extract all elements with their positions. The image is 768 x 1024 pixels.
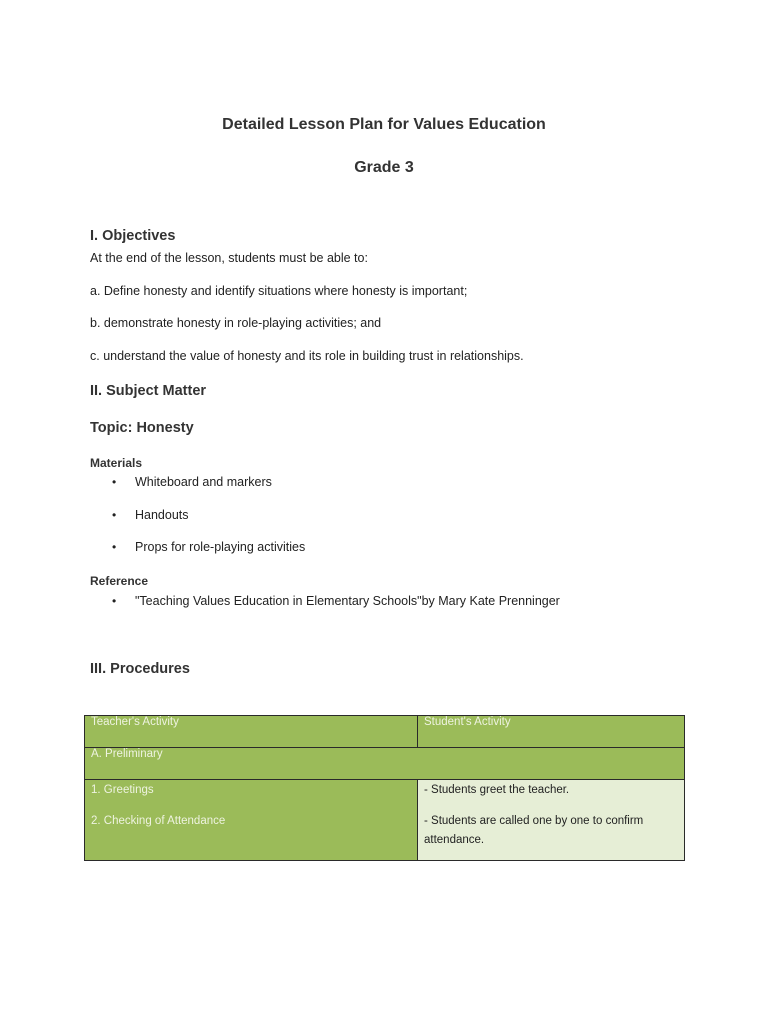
section-label: A. Preliminary — [85, 748, 685, 780]
subject-matter-heading: II. Subject Matter — [90, 383, 207, 399]
bullet-icon: • — [112, 540, 117, 554]
material-text: Handouts — [135, 508, 189, 522]
table-row — [85, 780, 685, 861]
table-section-row — [85, 748, 685, 780]
teacher-item: 2. Checking of Attendance — [91, 815, 226, 827]
document-title: Detailed Lesson Plan for Values Education — [222, 116, 546, 133]
objective-item: c. understand the value of honesty and its role in building trust in relationships. — [90, 349, 524, 363]
student-activity-cell — [418, 780, 685, 861]
student-item: - Students greet the teacher. — [424, 784, 570, 796]
grade-label: Grade 3 — [354, 159, 414, 176]
topic-heading: Topic: Honesty — [90, 420, 194, 436]
bullet-icon: • — [112, 594, 117, 608]
reference-label: Reference — [90, 574, 149, 588]
bullet-icon: • — [112, 508, 117, 522]
material-text: Whiteboard and markers — [135, 475, 272, 489]
objective-item: a. Define honesty and identify situations where honesty is important; — [90, 284, 468, 298]
objectives-intro: At the end of the lesson, students must be able to: — [90, 251, 368, 265]
column-header-teacher: Teacher's Activity — [85, 716, 418, 748]
procedures-table — [84, 715, 685, 861]
column-header-student: Student's Activity — [418, 716, 685, 748]
material-text: Props for role-playing activities — [135, 540, 306, 554]
student-item: - Students are called one by one to confirm attendance. — [424, 815, 644, 846]
procedures-heading: III. Procedures — [90, 661, 190, 677]
teacher-activity-cell — [85, 780, 418, 861]
objective-item: b. demonstrate honesty in role-playing activities; and — [90, 316, 382, 330]
teacher-item: 1. Greetings — [91, 784, 154, 796]
objectives-heading: I. Objectives — [90, 228, 176, 244]
reference-text: "Teaching Values Education in Elementary Schools"by Mary Kate Prenninger — [135, 594, 560, 608]
table-header-row — [85, 716, 685, 748]
bullet-icon: • — [112, 475, 117, 489]
materials-label: Materials — [90, 456, 143, 470]
